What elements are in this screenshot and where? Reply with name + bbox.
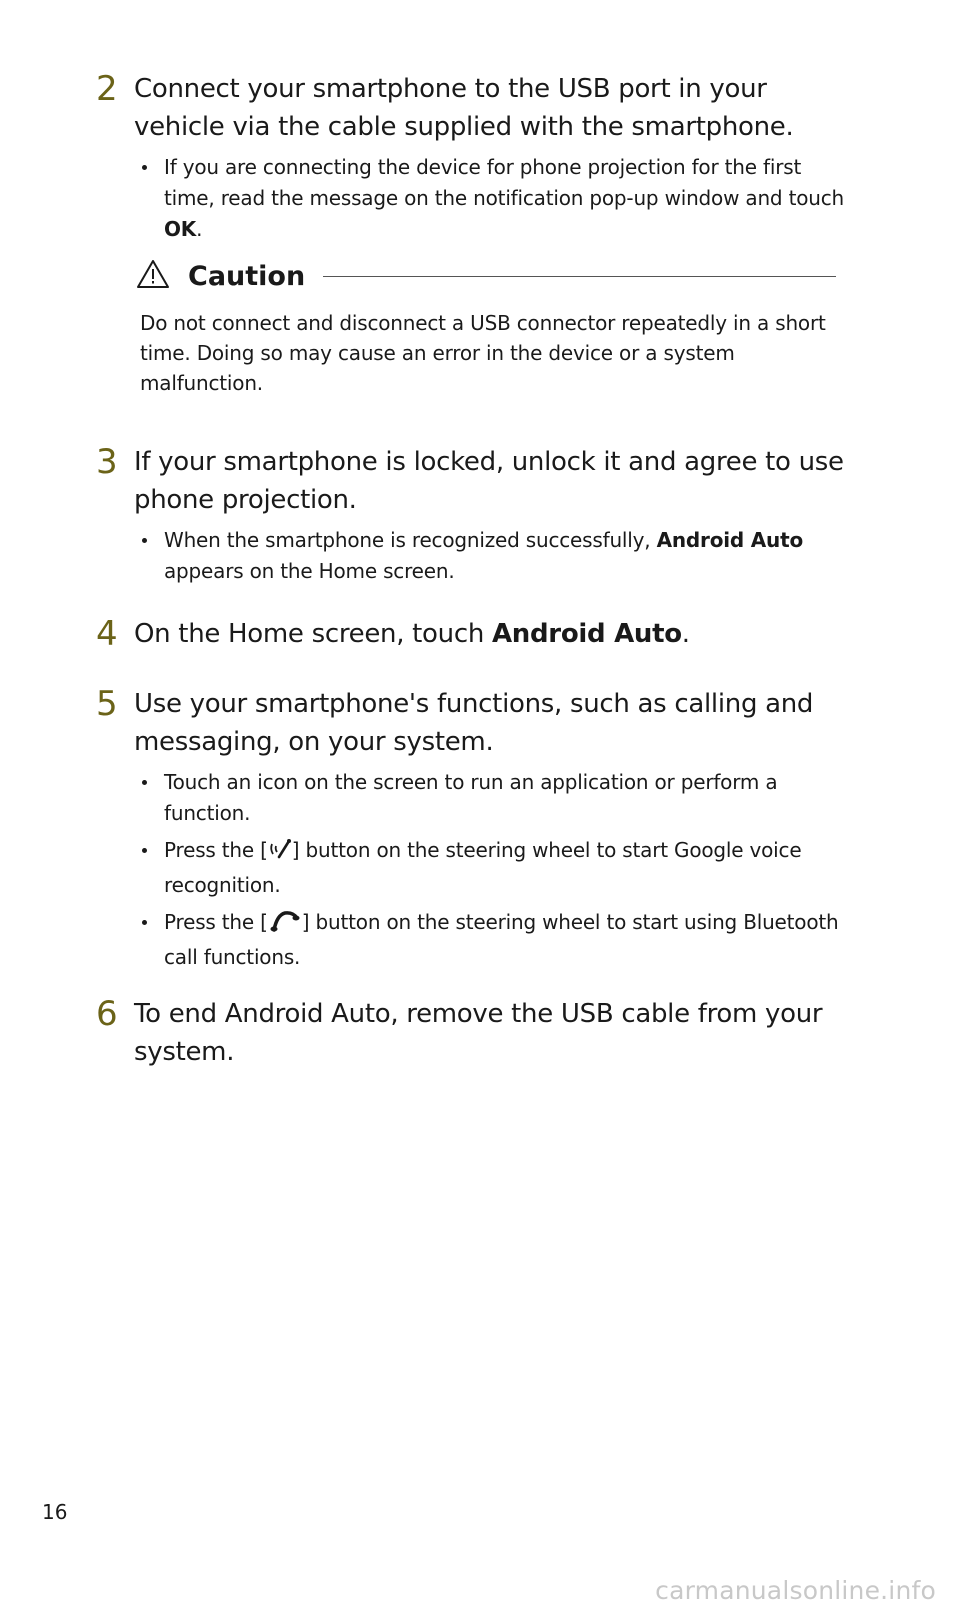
caution-divider: [323, 276, 836, 277]
list-item: If you are connecting the device for phone projection for the first time, read the message on the notification pop-up window and touch OK.: [134, 152, 856, 245]
phone-call-icon: [268, 909, 302, 942]
caution-text: Do not connect and disconnect a USB connector repeatedly in a short time. Doing so may cause an error in the device or a system malfunction.: [140, 311, 826, 395]
watermark: carmanualsonline.info: [655, 1576, 936, 1605]
bullet-list: [96, 767, 856, 973]
step-text: Connect your smartphone to the USB port in your vehicle via the cable supplied with the smartphone.: [134, 74, 794, 142]
step-number: 5: [96, 684, 118, 724]
list-item: When the smartphone is recognized successfully, Android Auto appears on the Home screen.: [134, 525, 856, 587]
caution-box: [136, 256, 836, 398]
warning-triangle-icon: [136, 259, 170, 293]
step-number: 3: [96, 442, 118, 482]
list-item: Touch an icon on the screen to run an application or perform a function.: [134, 767, 856, 829]
step-text: To end Android Auto, remove the USB cable from your system.: [134, 999, 823, 1067]
step-text: If your smartphone is locked, unlock it and agree to use phone projection.: [134, 447, 844, 515]
bullet-list: [96, 152, 856, 245]
bullet-list: [96, 525, 856, 587]
step-6: [96, 995, 856, 1071]
step-number: 2: [96, 69, 118, 109]
step-5: [96, 685, 856, 979]
step-4: [96, 615, 856, 653]
list-item: Press the [ ] button on the steering wheel to start Google voice recognition.: [134, 835, 856, 901]
step-number: 4: [96, 614, 118, 654]
step-3: [96, 443, 856, 593]
step-text: Use your smartphone's functions, such as calling and messaging, on your system.: [134, 689, 814, 757]
caution-title: Caution: [188, 260, 306, 292]
voice-recognition-icon: [268, 837, 292, 870]
step-number: 6: [96, 994, 118, 1034]
step-text: On the Home screen, touch Android Auto.: [134, 619, 690, 649]
list-item: Press the [ ] button on the steering wheel to start using Bluetooth call functions.: [134, 907, 856, 973]
step-2: [96, 70, 856, 251]
page-number: 16: [42, 1500, 68, 1524]
